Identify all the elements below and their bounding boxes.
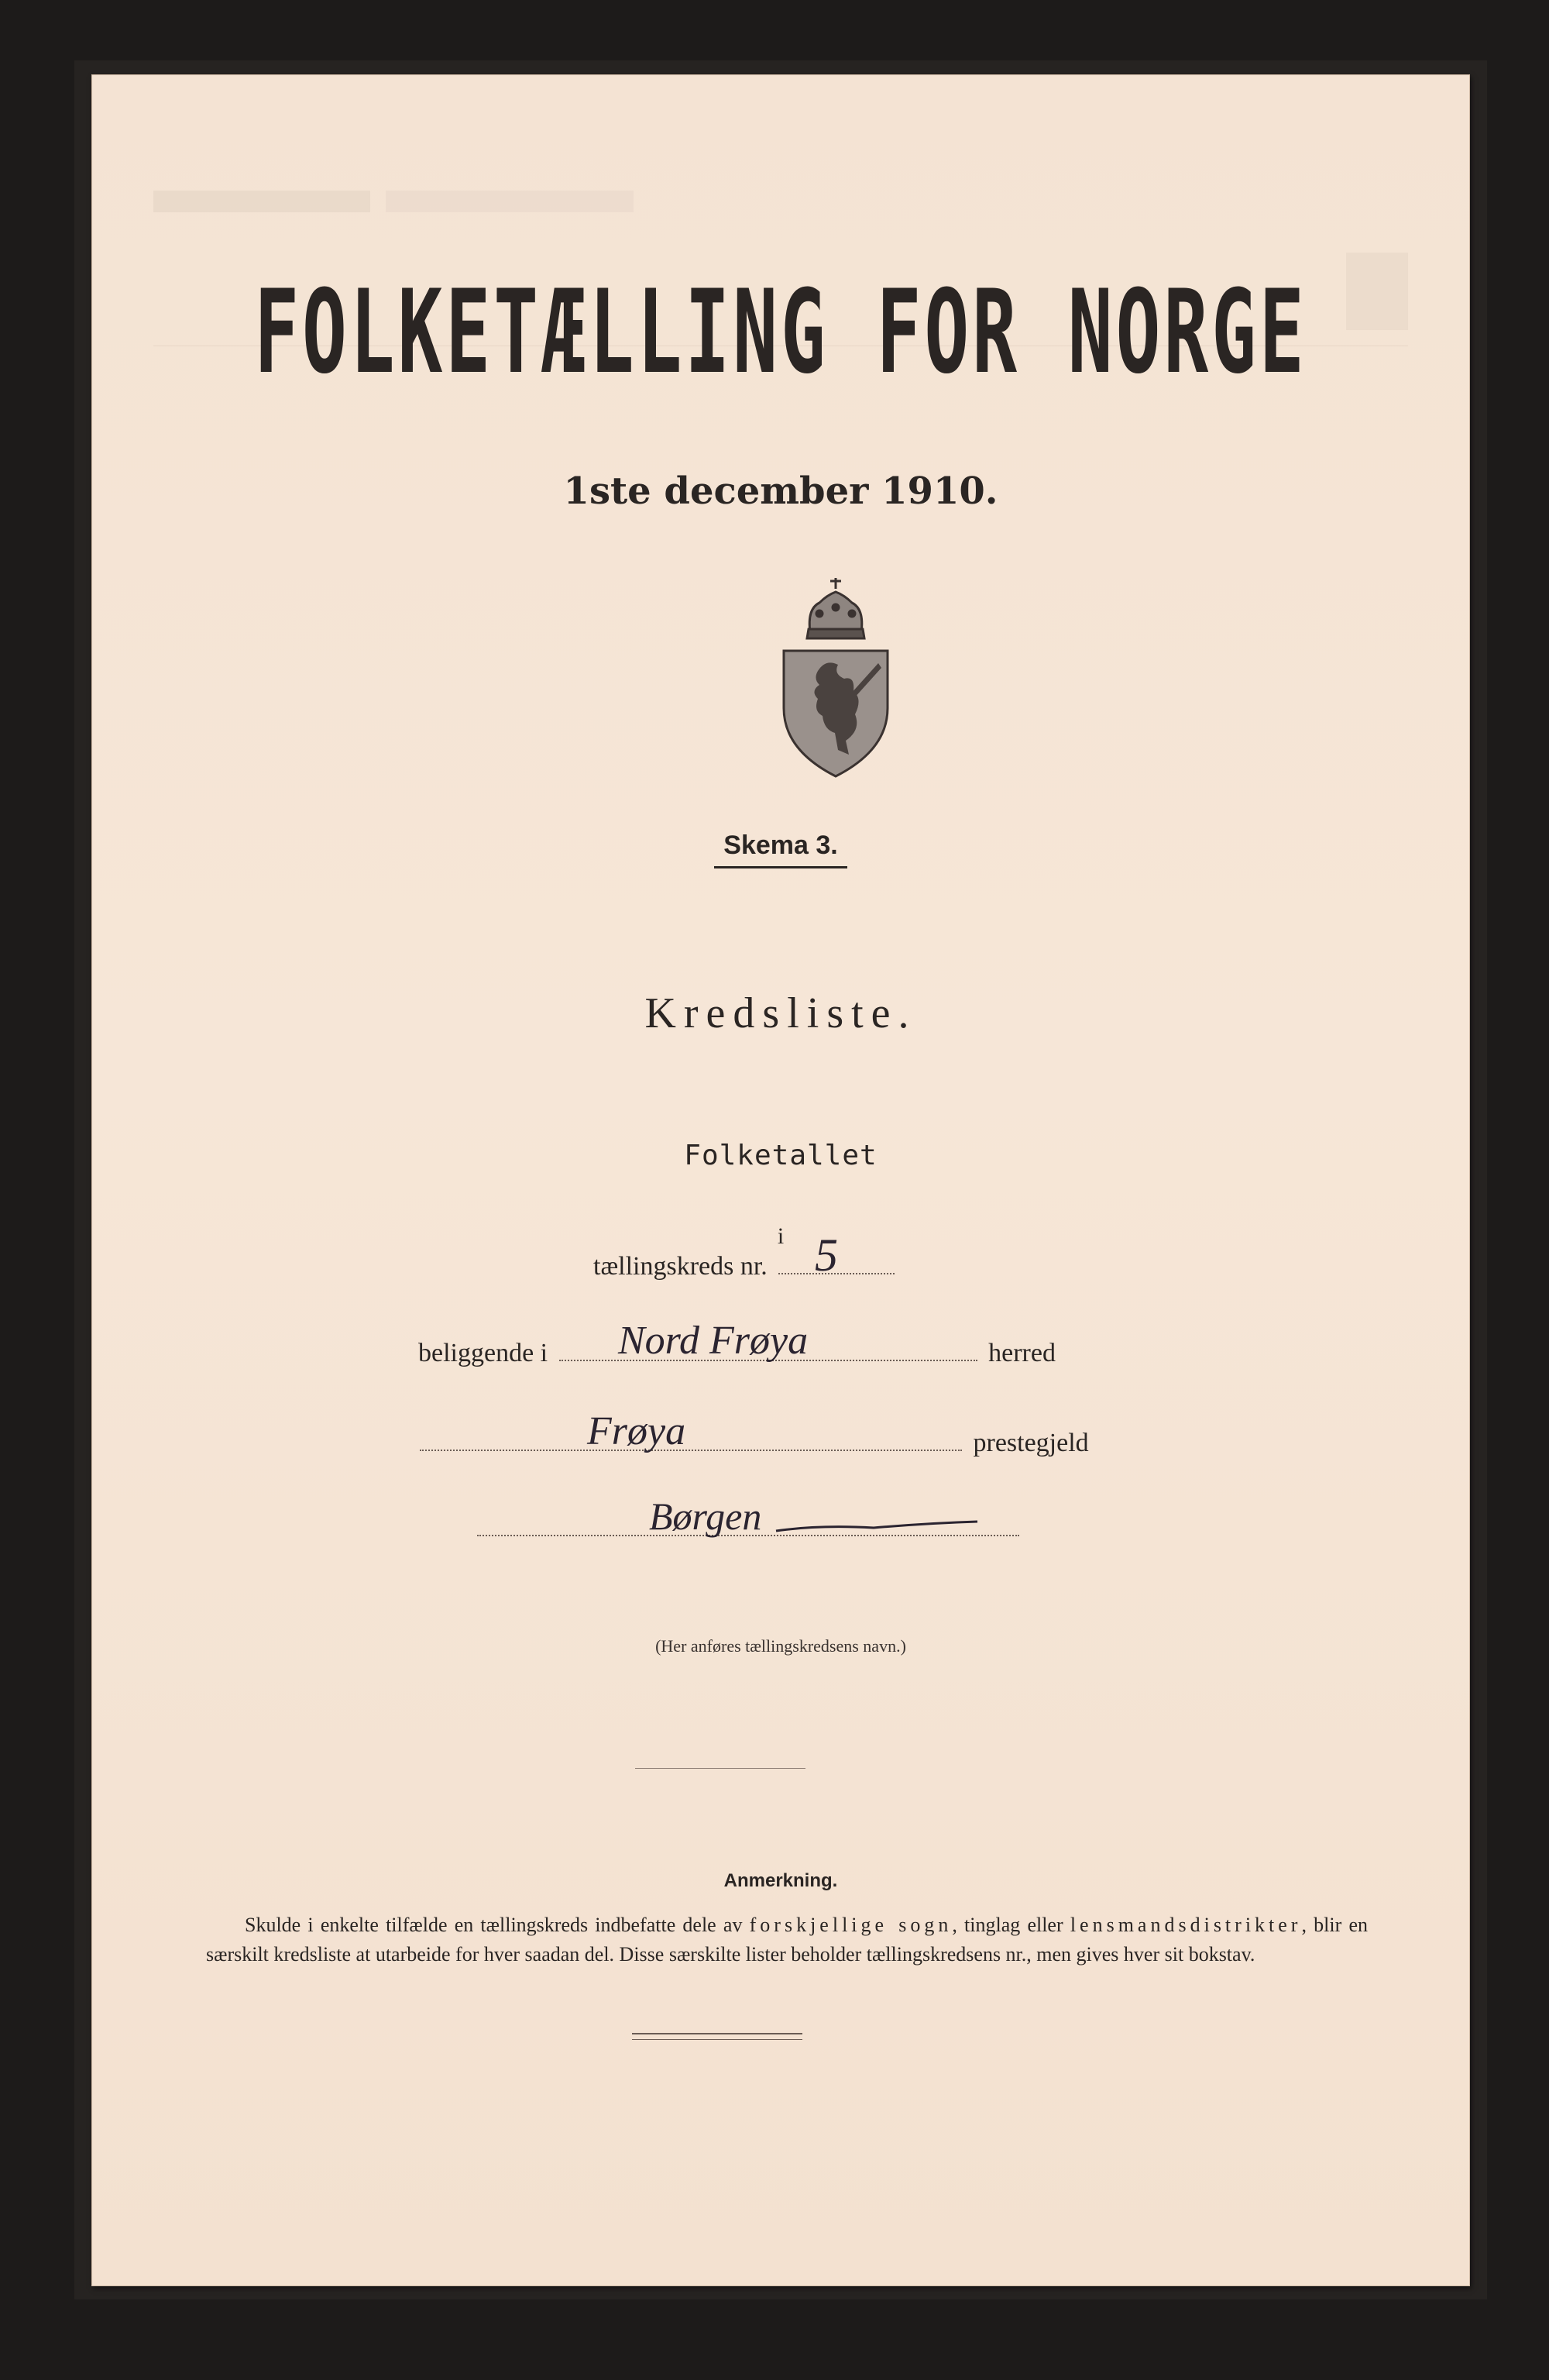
census-date: 1ste december 1910. [563,469,998,513]
population-heading: Folketallet [684,1140,878,1171]
district-number-handwritten: 5 [815,1230,838,1281]
census-form-page [91,74,1470,2286]
note-part: , tinglag eller [952,1914,1070,1936]
parish-suffix: prestegjeld [973,1429,1089,1457]
parish-line [420,1449,962,1451]
parish-row [420,1429,1089,1458]
list-title: Kredsliste. [644,989,917,1037]
district-label: tællingskreds nr. [593,1252,768,1281]
note-emphasis: forskjellige sogn [749,1914,953,1936]
document-title: FOLKETÆLLING FOR NORGE [254,265,1307,400]
divider-2b [632,2039,802,2040]
divider-1 [635,1768,805,1769]
schema-label [91,831,1470,861]
note-emphasis: lensmandsdistrikter [1070,1914,1302,1936]
district-name-handwritten: Børgen [649,1494,762,1538]
parish-handwritten: Frøya [587,1409,686,1453]
note-part: Skulde i enkelte tilfælde en tællingskreds indbefatte dele av [245,1914,750,1936]
handwriting-stroke [773,1515,982,1539]
district-name-caption: (Her anføres tællingskredsens navn.) [655,1636,906,1656]
municipality-suffix: herred [988,1339,1056,1367]
district-number-row [593,1252,895,1281]
schema-text: Skema 3. [714,831,847,868]
divider-2a [632,2033,802,2034]
note-heading: Anmerkning. [723,1870,838,1891]
municipality-handwritten: Nord Frøya [618,1319,809,1363]
note-text [206,1911,1368,1969]
located-label: beliggende i [418,1339,548,1367]
coat-of-arms-icon [779,578,892,778]
note-part: , blir en særskilt kredsliste at utarbeide for hver saadan del. Disse særskilte lister beholder tællingskredsens nr., men gives hver sit bokstav. [206,1914,1368,1966]
in-word: i [777,1223,785,1249]
